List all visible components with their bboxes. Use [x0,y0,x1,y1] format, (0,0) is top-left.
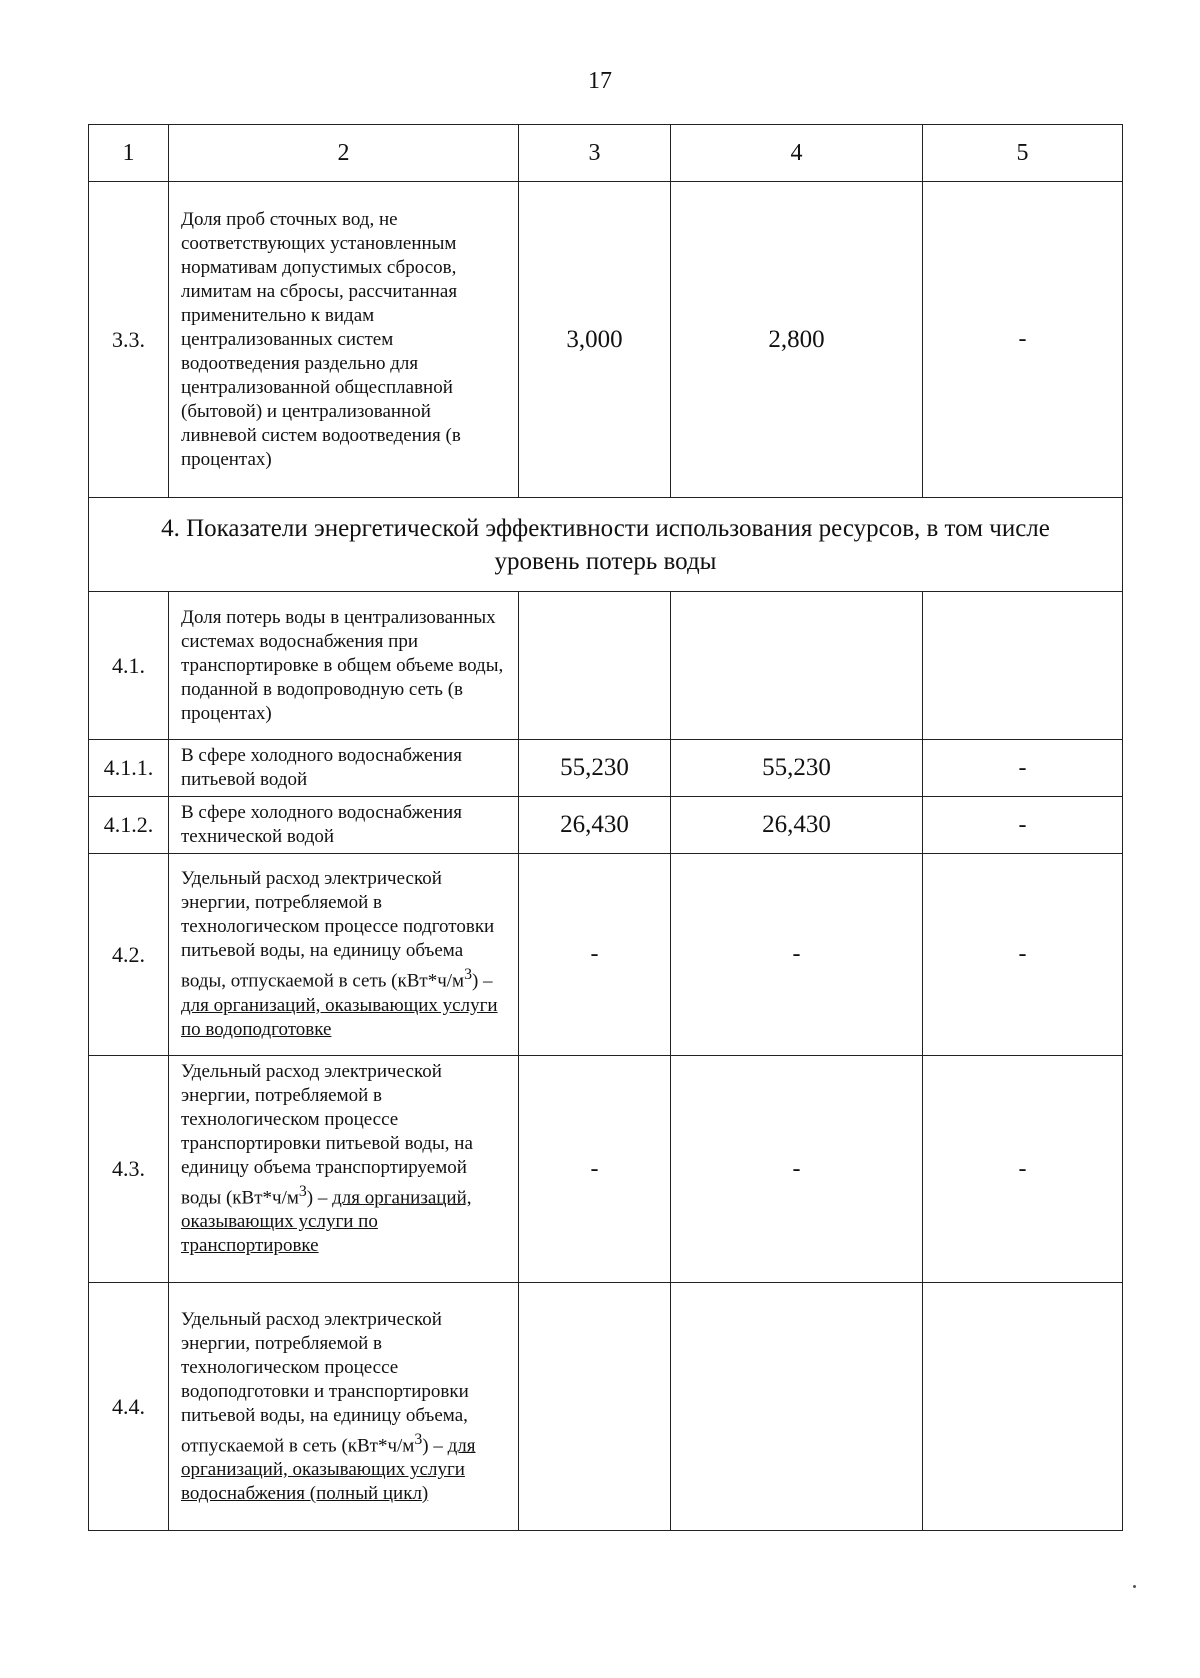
row-number: 4.4. [89,1283,169,1531]
empty-cell [923,592,1123,740]
value-cell: - [923,797,1123,854]
table-row [89,182,1123,498]
description-tail: ) – [306,1187,328,1209]
underlined-text: для организаций, оказывающих услуги водоснабжения (полный цикл) [181,1434,476,1504]
empty-cell [519,592,671,740]
table-row [89,1283,1123,1531]
header-cell: 1 [89,125,169,182]
superscript: 3 [414,1430,423,1448]
description-tail: ) – [471,970,493,992]
header-cell: 5 [923,125,1123,182]
description-text: Удельный расход электрической энергии, потребляемой в технологическом процессе подготовки питьевой воды, на единицу объема воды, отпускаемой в сеть (кВт*ч/м [181,868,495,992]
description-tail: ) – [422,1434,443,1456]
value-cell: - [519,1056,671,1283]
underlined-text: для организаций, оказывающих услуги по транспортировке [181,1187,472,1257]
section-title: 4. Показатели энергетической эффективности использования ресурсов, в том числе уровень потерь воды [89,498,1123,592]
header-cell: 4 [671,125,923,182]
table-row [89,854,1123,1056]
page-number: 17 [588,68,612,94]
table-row [89,1056,1123,1283]
row-description: В сфере холодного водоснабжения технической водой [169,797,519,854]
row-description: Доля потерь воды в централизованных системах водоснабжения при транспортировке в общем объеме воды, поданной в водопроводную сеть (в процентах) [169,592,519,740]
row-description [169,1056,519,1283]
empty-cell [671,1283,923,1531]
row-number: 4.2. [89,854,169,1056]
row-number: 4.3. [89,1056,169,1283]
value-cell: - [671,854,923,1056]
header-cell: 3 [519,125,671,182]
empty-cell [519,1283,671,1531]
row-number: 4.1.2. [89,797,169,854]
value-cell: - [923,854,1123,1056]
value-cell: 3,000 [519,182,671,498]
row-description [169,854,519,1056]
value-cell: - [671,1056,923,1283]
empty-cell [923,1283,1123,1531]
description-text: Удельный расход электрической энергии, потребляемой в технологическом процессе транспортировки питьевой воды, на единицу объема транспортируемой воды (кВт*ч/м [181,1061,473,1209]
row-number: 3.3. [89,182,169,498]
table-row [89,592,1123,740]
row-description: Доля проб сточных вод, не соответствующих установленным нормативам допустимых сбросов, лимитам на сбросы, рассчитанная применительно к видам централизованных систем водоотведения раздельно для централизованной общесплавной (бытовой) и централизованной ливневой систем водоотведения (в процентах) [169,182,519,498]
description-text: Удельный расход электрической энергии, потребляемой в технологическом процессе водоподготовки и транспортировки питьевой воды, на единицу объема, отпускаемой в сеть (кВт*ч/м [181,1308,469,1456]
superscript: 3 [298,1183,307,1200]
value-cell: - [923,740,1123,797]
table-row [89,797,1123,854]
section-row [89,498,1123,592]
header-row [89,125,1123,182]
row-description: В сфере холодного водоснабжения питьевой водой [169,740,519,797]
value-cell: - [923,182,1123,498]
row-number: 4.1.1. [89,740,169,797]
value-cell: 55,230 [671,740,923,797]
table-row [89,740,1123,797]
value-cell: 26,430 [519,797,671,854]
superscript: 3 [464,966,472,984]
value-cell: 26,430 [671,797,923,854]
row-number: 4.1. [89,592,169,740]
value-cell: 55,230 [519,740,671,797]
indicators-table [88,124,1123,1531]
header-cell: 2 [169,125,519,182]
scan-speck [1133,1585,1136,1588]
value-cell: - [923,1056,1123,1283]
value-cell: 2,800 [671,182,923,498]
underlined-text: для организаций, оказывающих услуги по водоподготовке [181,994,498,1040]
row-description [169,1283,519,1531]
empty-cell [671,592,923,740]
value-cell: - [519,854,671,1056]
